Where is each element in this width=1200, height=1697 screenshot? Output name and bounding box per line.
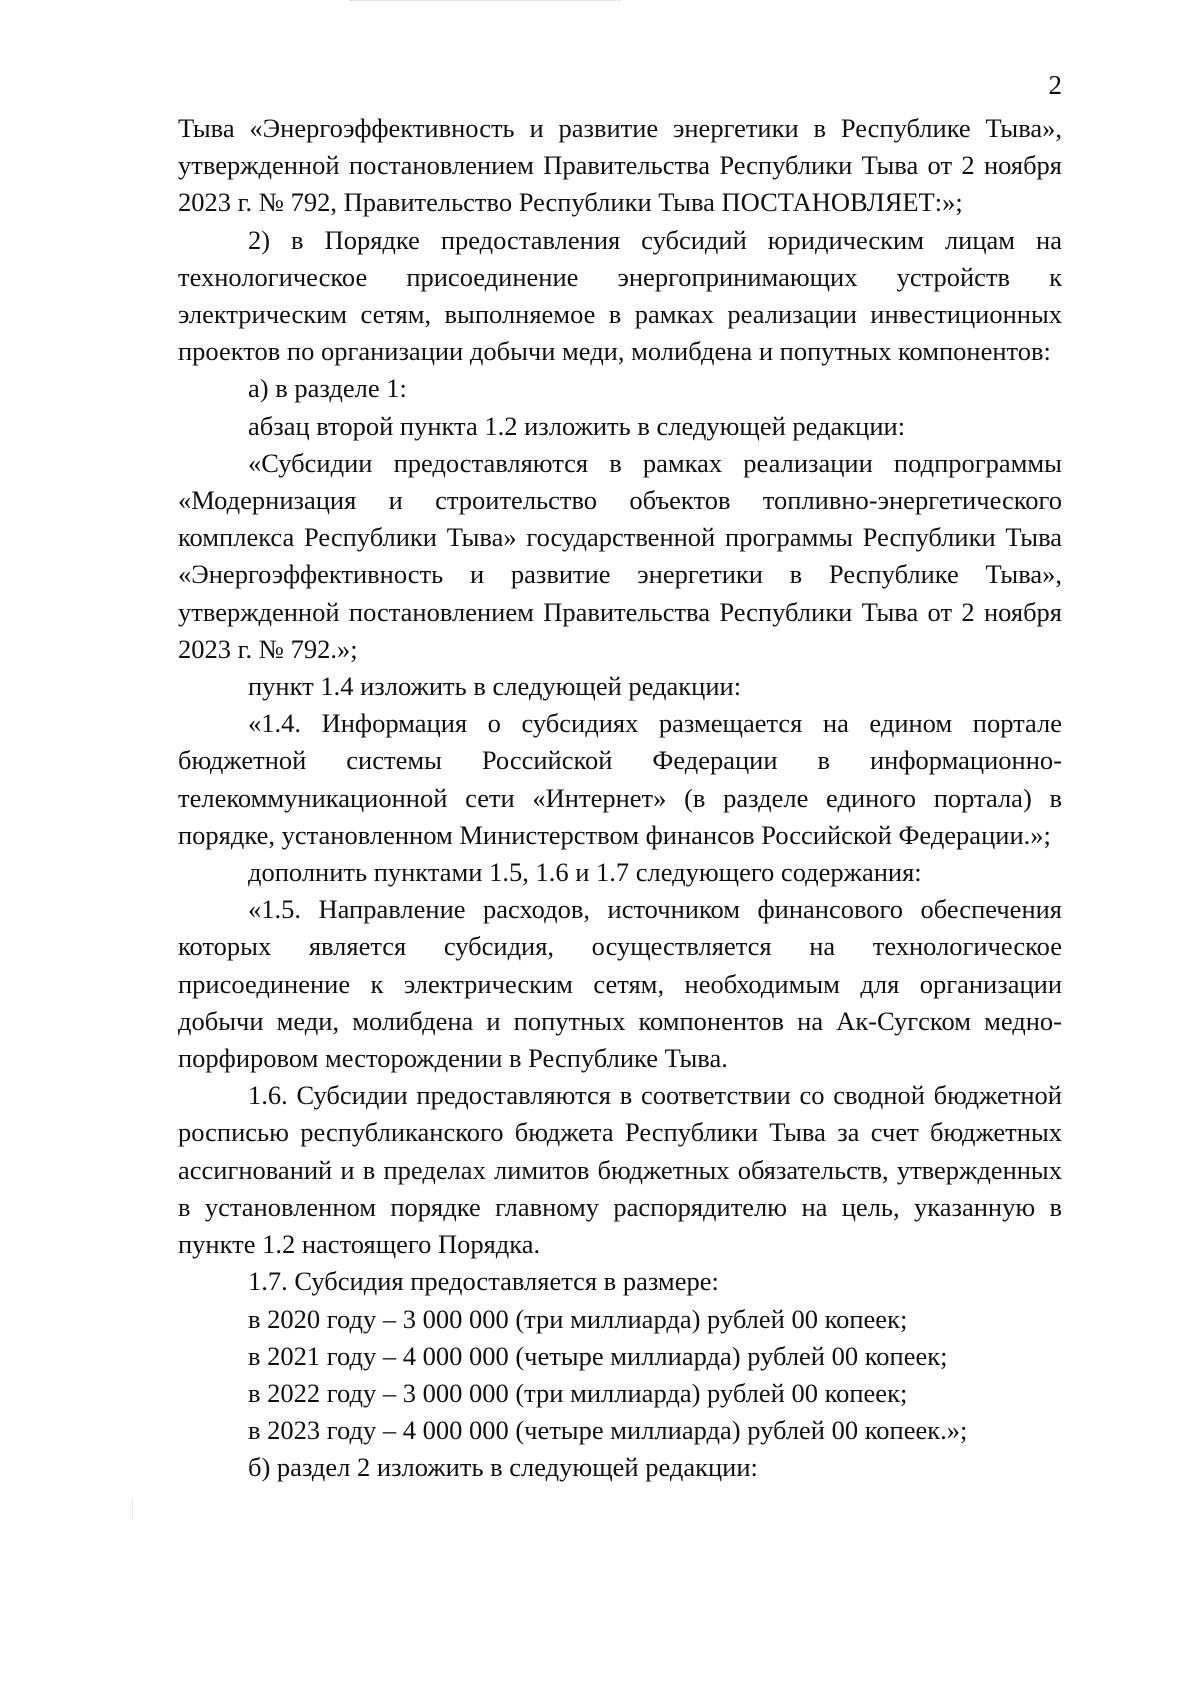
scan-artifact: [132, 1500, 134, 1520]
paragraph-instruction: пункт 1.4 изложить в следующей редакции:: [248, 671, 742, 702]
paragraph-amount-2020: в 2020 году – 3 000 000 (три миллиарда) рублей 00 копеек;: [248, 1303, 908, 1334]
paragraph-amount-2022: в 2022 году – 3 000 000 (три миллиарда) рублей 00 копеек;: [248, 1377, 908, 1408]
paragraph-continuation: Тыва «Энергоэффективность и развитие энергетики в Республике Тыва», утвержденной постановлением Правительства Республики Тыва от 2 ноября 2023 г. № 792, Правительство Республики Тыва ПОСТАНОВЛЯЕТ:»;: [178, 113, 1062, 218]
page-number: 2: [1048, 70, 1062, 100]
paragraph-clause-1-7: 1.7. Субсидия предоставляется в размере:: [248, 1266, 719, 1297]
document-body: [178, 110, 1062, 1487]
paragraph-amount-2021: в 2021 году – 4 000 000 (четыре миллиарда) рублей 00 копеек;: [248, 1340, 948, 1371]
paragraph-subitem-b: б) раздел 2 изложить в следующей редакции:: [248, 1452, 758, 1483]
paragraph-amount-2023: в 2023 году – 4 000 000 (четыре миллиарда) рублей 00 копеек.»;: [248, 1415, 968, 1446]
paragraph-quote-1-2: «Субсидии предоставляются в рамках реализации подпрограммы «Модернизация и строительство объектов топливно-энергетического комплекса Республики Тыва» государственной программы Республики Тыва «Энергоэффективность и развитие энергетики в Республике Тыва», утвержденной постановлением Правительства Республики Тыва от 2 ноября 2023 г. № 792.»;: [178, 447, 1062, 664]
paragraph-quote-1-4: «1.4. Информация о субсидиях размещается на едином портале бюджетной системы Российской Федерации в информационно-телекоммуникационной сети «Интернет» (в разделе единого портала) в порядке, установленном Министерством финансов Российской Федерации.»;: [178, 708, 1062, 850]
scan-artifact: [350, 0, 620, 5]
paragraph-subitem-a: а) в разделе 1:: [248, 373, 407, 404]
paragraph-quote-1-5: «1.5. Направление расходов, источником финансового обеспечения которых является субсидия, осуществляется на технологическое присоединение к электрическим сетям, необходимым для организации добычи меди, молибдена и попутных компонентов на Ак-Сугском медно-порфировом месторождении в Республике Тыва.: [178, 894, 1062, 1074]
paragraph-instruction: абзац второй пункта 1.2 изложить в следующей редакции:: [248, 410, 906, 441]
paragraph-item-2: 2) в Порядке предоставления субсидий юридическим лицам на технологическое присоединение энергопринимающих устройств к электрическим сетям, выполняемое в рамках реализации инвестиционных проектов по организации добычи меди, молибдена и попутных компонентов:: [178, 224, 1062, 367]
paragraph-instruction: дополнить пунктами 1.5, 1.6 и 1.7 следующего содержания:: [248, 857, 922, 888]
paragraph-clause-1-6: 1.6. Субсидии предоставляются в соответствии со сводной бюджетной росписью республиканского бюджета Республики Тыва за счет бюджетных ассигнований и в пределах лимитов бюджетных обязательств, утвержденных в установленном порядке главному распорядителю на цель, указанную в пункте 1.2 настоящего Порядка.: [178, 1080, 1062, 1260]
